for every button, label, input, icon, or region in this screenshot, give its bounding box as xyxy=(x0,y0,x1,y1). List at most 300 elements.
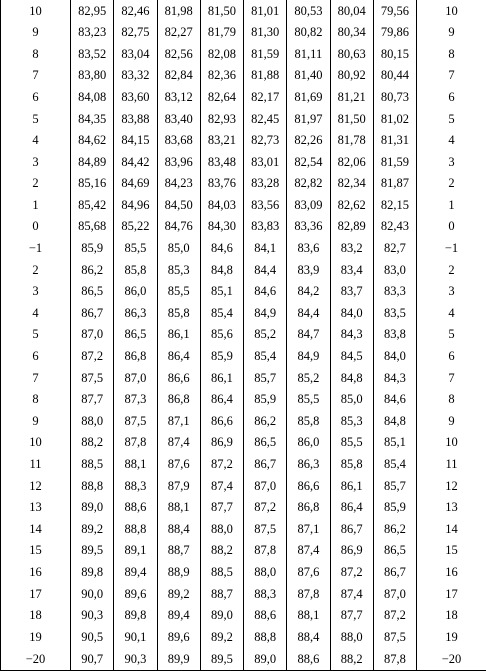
table-cell: 86,3 xyxy=(287,453,330,475)
table-cell: 85,7 xyxy=(373,475,416,497)
table-cell: 86,0 xyxy=(287,432,330,454)
table-row xyxy=(1,389,486,411)
table-cell: 85,4 xyxy=(244,346,287,368)
table-cell: 84,8 xyxy=(330,367,373,389)
row-label-left: 5 xyxy=(1,324,71,346)
table-cell: 85,16 xyxy=(71,173,114,195)
table-cell: 84,76 xyxy=(157,216,200,238)
table-cell: 80,53 xyxy=(287,0,330,22)
table-cell: 88,2 xyxy=(200,540,243,562)
row-label-right: 1 xyxy=(417,194,486,216)
table-cell: 80,92 xyxy=(330,65,373,87)
table-cell: 80,63 xyxy=(330,43,373,65)
row-label-right: 12 xyxy=(417,475,486,497)
table-cell: 82,26 xyxy=(287,130,330,152)
row-label-left: 8 xyxy=(1,43,71,65)
row-label-left: 10 xyxy=(1,0,71,22)
row-label-right: 2 xyxy=(417,173,486,195)
table-cell: 83,28 xyxy=(244,173,287,195)
row-label-right: −20 xyxy=(417,648,486,671)
table-cell: 84,9 xyxy=(244,302,287,324)
row-label-right: 8 xyxy=(417,389,486,411)
row-label-right: 16 xyxy=(417,561,486,583)
row-label-right: 2 xyxy=(417,259,486,281)
table-cell: 87,0 xyxy=(244,475,287,497)
table-cell: 82,36 xyxy=(200,65,243,87)
row-label-left: 18 xyxy=(1,605,71,627)
table-row xyxy=(1,281,486,303)
table-cell: 89,2 xyxy=(71,518,114,540)
row-label-right: 4 xyxy=(417,302,486,324)
table-cell: 85,9 xyxy=(373,497,416,519)
table-cell: 85,8 xyxy=(330,453,373,475)
table-cell: 87,7 xyxy=(71,389,114,411)
table-cell: 81,59 xyxy=(373,151,416,173)
table-cell: 84,15 xyxy=(114,130,157,152)
row-label-right: 6 xyxy=(417,346,486,368)
table-cell: 85,8 xyxy=(114,259,157,281)
row-label-left: 19 xyxy=(1,626,71,648)
row-label-left: 1 xyxy=(1,194,71,216)
table-cell: 83,21 xyxy=(200,130,243,152)
table-body xyxy=(1,0,486,671)
table-cell: 89,0 xyxy=(71,497,114,519)
table-cell: 86,1 xyxy=(157,324,200,346)
table-cell: 86,2 xyxy=(71,259,114,281)
table-cell: 87,7 xyxy=(200,497,243,519)
table-row xyxy=(1,324,486,346)
table-cell: 87,9 xyxy=(157,475,200,497)
table-cell: 86,7 xyxy=(330,518,373,540)
table-cell: 84,1 xyxy=(244,238,287,260)
row-label-left: 7 xyxy=(1,65,71,87)
table-cell: 84,0 xyxy=(373,346,416,368)
row-label-left: 5 xyxy=(1,108,71,130)
table-cell: 82,17 xyxy=(244,86,287,108)
table-cell: 83,5 xyxy=(373,302,416,324)
table-cell: 82,56 xyxy=(157,43,200,65)
table-cell: 84,96 xyxy=(114,194,157,216)
table-cell: 84,69 xyxy=(114,173,157,195)
table-cell: 82,45 xyxy=(244,108,287,130)
row-label-left: 9 xyxy=(1,22,71,44)
table-cell: 86,7 xyxy=(373,561,416,583)
row-label-left: −1 xyxy=(1,238,71,260)
table-row xyxy=(1,540,486,562)
table-cell: 86,1 xyxy=(330,475,373,497)
table-cell: 88,2 xyxy=(330,648,373,671)
table-cell: 82,7 xyxy=(373,238,416,260)
row-label-right: −1 xyxy=(417,238,486,260)
table-cell: 84,6 xyxy=(244,281,287,303)
table-cell: 85,0 xyxy=(330,389,373,411)
table-cell: 84,30 xyxy=(200,216,243,238)
table-row xyxy=(1,108,486,130)
table-row xyxy=(1,346,486,368)
row-label-right: 19 xyxy=(417,626,486,648)
table-cell: 88,7 xyxy=(157,540,200,562)
table-cell: 86,8 xyxy=(114,346,157,368)
table-cell: 87,6 xyxy=(287,561,330,583)
table-cell: 86,6 xyxy=(200,410,243,432)
table-cell: 87,2 xyxy=(244,497,287,519)
row-label-left: 16 xyxy=(1,561,71,583)
table-cell: 84,3 xyxy=(330,324,373,346)
table-cell: 86,4 xyxy=(157,346,200,368)
table-cell: 88,9 xyxy=(157,561,200,583)
table-cell: 84,08 xyxy=(71,86,114,108)
table-cell: 87,5 xyxy=(373,626,416,648)
table-cell: 82,43 xyxy=(373,216,416,238)
table-cell: 89,6 xyxy=(157,626,200,648)
row-label-right: 15 xyxy=(417,540,486,562)
table-cell: 83,36 xyxy=(287,216,330,238)
table-cell: 82,64 xyxy=(200,86,243,108)
table-cell: 84,8 xyxy=(200,259,243,281)
table-cell: 82,82 xyxy=(287,173,330,195)
table-cell: 84,4 xyxy=(244,259,287,281)
table-cell: 85,22 xyxy=(114,216,157,238)
table-cell: 86,9 xyxy=(330,540,373,562)
table-cell: 89,4 xyxy=(157,605,200,627)
table-cell: 85,9 xyxy=(200,346,243,368)
table-cell: 88,0 xyxy=(330,626,373,648)
table-cell: 88,3 xyxy=(244,583,287,605)
table-cell: 86,9 xyxy=(200,432,243,454)
table-cell: 82,95 xyxy=(71,0,114,22)
row-label-right: 10 xyxy=(417,0,486,22)
table-cell: 80,44 xyxy=(373,65,416,87)
table-cell: 84,0 xyxy=(330,302,373,324)
table-cell: 83,8 xyxy=(373,324,416,346)
table-row xyxy=(1,605,486,627)
table-cell: 81,50 xyxy=(200,0,243,22)
table-cell: 85,9 xyxy=(71,238,114,260)
table-cell: 86,6 xyxy=(157,367,200,389)
table-cell: 81,87 xyxy=(373,173,416,195)
table-cell: 87,8 xyxy=(287,583,330,605)
table-cell: 82,06 xyxy=(330,151,373,173)
table-cell: 82,46 xyxy=(114,0,157,22)
table-cell: 90,1 xyxy=(114,626,157,648)
table-cell: 81,31 xyxy=(373,130,416,152)
table-row xyxy=(1,22,486,44)
table-row xyxy=(1,173,486,195)
table-cell: 84,9 xyxy=(287,346,330,368)
table-cell: 86,7 xyxy=(244,453,287,475)
table-cell: 86,5 xyxy=(71,281,114,303)
row-label-left: 12 xyxy=(1,475,71,497)
table-cell: 85,42 xyxy=(71,194,114,216)
table-cell: 83,12 xyxy=(157,86,200,108)
table-cell: 86,4 xyxy=(330,497,373,519)
table-cell: 89,5 xyxy=(200,648,243,671)
row-label-right: 5 xyxy=(417,324,486,346)
table-cell: 87,2 xyxy=(330,561,373,583)
table-row xyxy=(1,238,486,260)
table-cell: 86,7 xyxy=(71,302,114,324)
table-row xyxy=(1,432,486,454)
table-cell: 84,50 xyxy=(157,194,200,216)
table-cell: 89,0 xyxy=(200,605,243,627)
table-cell: 83,0 xyxy=(373,259,416,281)
table-cell: 83,01 xyxy=(244,151,287,173)
table-cell: 79,86 xyxy=(373,22,416,44)
table-cell: 88,0 xyxy=(71,410,114,432)
table-cell: 81,59 xyxy=(244,43,287,65)
table-row xyxy=(1,626,486,648)
table-cell: 86,3 xyxy=(114,302,157,324)
table-cell: 90,7 xyxy=(71,648,114,671)
table-cell: 85,0 xyxy=(157,238,200,260)
table-cell: 84,2 xyxy=(287,281,330,303)
row-label-left: 4 xyxy=(1,302,71,324)
table-cell: 87,0 xyxy=(71,324,114,346)
table-row xyxy=(1,43,486,65)
table-cell: 83,48 xyxy=(200,151,243,173)
table-cell: 80,34 xyxy=(330,22,373,44)
table-cell: 82,27 xyxy=(157,22,200,44)
table-cell: 88,6 xyxy=(114,497,157,519)
table-cell: 85,3 xyxy=(157,259,200,281)
table-cell: 86,0 xyxy=(114,281,157,303)
row-label-left: 15 xyxy=(1,540,71,562)
row-label-right: 7 xyxy=(417,367,486,389)
row-label-right: 10 xyxy=(417,432,486,454)
table-cell: 90,3 xyxy=(71,605,114,627)
table-row xyxy=(1,302,486,324)
table-row xyxy=(1,453,486,475)
table-row xyxy=(1,497,486,519)
table-cell: 87,2 xyxy=(200,453,243,475)
table-cell: 88,8 xyxy=(71,475,114,497)
row-label-left: 9 xyxy=(1,410,71,432)
table-cell: 87,8 xyxy=(244,540,287,562)
table-cell: 88,6 xyxy=(287,648,330,671)
table-cell: 82,84 xyxy=(157,65,200,87)
table-cell: 87,4 xyxy=(287,540,330,562)
table-cell: 87,8 xyxy=(114,432,157,454)
row-label-left: 6 xyxy=(1,346,71,368)
row-label-left: 4 xyxy=(1,130,71,152)
table-cell: 85,1 xyxy=(373,432,416,454)
table-cell: 87,5 xyxy=(114,410,157,432)
row-label-left: 8 xyxy=(1,389,71,411)
table-cell: 81,02 xyxy=(373,108,416,130)
table-cell: 87,1 xyxy=(157,410,200,432)
table-cell: 80,04 xyxy=(330,0,373,22)
table-cell: 83,32 xyxy=(114,65,157,87)
row-label-right: 3 xyxy=(417,281,486,303)
table-cell: 87,2 xyxy=(373,605,416,627)
table-cell: 81,01 xyxy=(244,0,287,22)
table-cell: 90,0 xyxy=(71,583,114,605)
table-cell: 89,2 xyxy=(200,626,243,648)
table-cell: 88,5 xyxy=(200,561,243,583)
table-cell: 86,5 xyxy=(244,432,287,454)
table-cell: 88,0 xyxy=(200,518,243,540)
table-cell: 85,68 xyxy=(71,216,114,238)
table-cell: 83,83 xyxy=(244,216,287,238)
table-cell: 88,1 xyxy=(114,453,157,475)
table-cell: 84,6 xyxy=(200,238,243,260)
row-label-right: 7 xyxy=(417,65,486,87)
table-cell: 82,89 xyxy=(330,216,373,238)
row-label-right: 8 xyxy=(417,43,486,65)
table-cell: 87,6 xyxy=(157,453,200,475)
table-cell: 89,6 xyxy=(114,583,157,605)
table-cell: 84,8 xyxy=(373,410,416,432)
table-cell: 83,09 xyxy=(287,194,330,216)
row-label-left: 0 xyxy=(1,216,71,238)
table-row xyxy=(1,216,486,238)
row-label-left: 3 xyxy=(1,151,71,173)
table-cell: 81,50 xyxy=(330,108,373,130)
table-cell: 85,4 xyxy=(200,302,243,324)
table-cell: 88,1 xyxy=(157,497,200,519)
row-label-left: 13 xyxy=(1,497,71,519)
table-cell: 83,04 xyxy=(114,43,157,65)
table-cell: 86,5 xyxy=(114,324,157,346)
table-cell: 84,5 xyxy=(330,346,373,368)
row-label-right: 9 xyxy=(417,410,486,432)
table-cell: 89,9 xyxy=(157,648,200,671)
row-label-right: 6 xyxy=(417,86,486,108)
table-cell: 83,76 xyxy=(200,173,243,195)
table-cell: 86,5 xyxy=(373,540,416,562)
table-cell: 85,3 xyxy=(330,410,373,432)
table-cell: 84,4 xyxy=(287,302,330,324)
table-row xyxy=(1,583,486,605)
table-cell: 82,73 xyxy=(244,130,287,152)
table-row xyxy=(1,86,486,108)
row-label-left: 14 xyxy=(1,518,71,540)
table-row xyxy=(1,130,486,152)
table-cell: 89,8 xyxy=(71,561,114,583)
row-label-right: 18 xyxy=(417,605,486,627)
table-cell: 83,6 xyxy=(287,238,330,260)
row-label-left: 2 xyxy=(1,259,71,281)
table-cell: 81,79 xyxy=(200,22,243,44)
table-cell: 89,4 xyxy=(114,561,157,583)
row-label-right: 3 xyxy=(417,151,486,173)
row-label-left: 10 xyxy=(1,432,71,454)
row-label-right: 13 xyxy=(417,497,486,519)
table-row xyxy=(1,0,486,22)
table-cell: 81,98 xyxy=(157,0,200,22)
table-cell: 87,4 xyxy=(157,432,200,454)
table-cell: 85,7 xyxy=(244,367,287,389)
table-cell: 79,56 xyxy=(373,0,416,22)
row-label-right: 9 xyxy=(417,22,486,44)
row-label-left: 11 xyxy=(1,453,71,475)
table-cell: 87,2 xyxy=(71,346,114,368)
table-cell: 80,15 xyxy=(373,43,416,65)
table-cell: 85,5 xyxy=(287,389,330,411)
table-cell: 85,5 xyxy=(157,281,200,303)
table-cell: 88,2 xyxy=(71,432,114,454)
table-cell: 84,35 xyxy=(71,108,114,130)
table-cell: 88,1 xyxy=(287,605,330,627)
table-cell: 85,5 xyxy=(114,238,157,260)
table-cell: 84,62 xyxy=(71,130,114,152)
table-cell: 88,4 xyxy=(287,626,330,648)
table-row xyxy=(1,65,486,87)
table-cell: 82,08 xyxy=(200,43,243,65)
table-cell: 83,9 xyxy=(287,259,330,281)
table-cell: 86,2 xyxy=(244,410,287,432)
table-cell: 81,78 xyxy=(330,130,373,152)
row-label-left: 2 xyxy=(1,173,71,195)
table-cell: 86,8 xyxy=(157,389,200,411)
table-cell: 86,4 xyxy=(200,389,243,411)
table-cell: 84,03 xyxy=(200,194,243,216)
table-cell: 87,4 xyxy=(200,475,243,497)
row-label-right: 5 xyxy=(417,108,486,130)
row-label-right: 11 xyxy=(417,453,486,475)
table-cell: 85,2 xyxy=(244,324,287,346)
table-cell: 85,4 xyxy=(373,453,416,475)
table-cell: 89,1 xyxy=(114,540,157,562)
table-cell: 83,7 xyxy=(330,281,373,303)
table-cell: 85,2 xyxy=(287,367,330,389)
table-cell: 87,4 xyxy=(330,583,373,605)
table-cell: 83,40 xyxy=(157,108,200,130)
table-cell: 84,7 xyxy=(287,324,330,346)
table-cell: 81,40 xyxy=(287,65,330,87)
table-cell: 86,6 xyxy=(287,475,330,497)
table-cell: 83,68 xyxy=(157,130,200,152)
table-cell: 85,5 xyxy=(330,432,373,454)
table-row xyxy=(1,194,486,216)
table-cell: 82,54 xyxy=(287,151,330,173)
table-cell: 83,23 xyxy=(71,22,114,44)
table-cell: 84,6 xyxy=(373,389,416,411)
table-cell: 86,2 xyxy=(373,518,416,540)
table-cell: 84,42 xyxy=(114,151,157,173)
table-cell: 83,2 xyxy=(330,238,373,260)
table-cell: 88,6 xyxy=(244,605,287,627)
table-cell: 81,88 xyxy=(244,65,287,87)
row-label-right: 0 xyxy=(417,216,486,238)
table-cell: 81,69 xyxy=(287,86,330,108)
table-row xyxy=(1,561,486,583)
row-label-left: 17 xyxy=(1,583,71,605)
table-cell: 85,8 xyxy=(287,410,330,432)
table-cell: 88,8 xyxy=(114,518,157,540)
table-row xyxy=(1,410,486,432)
table-cell: 83,4 xyxy=(330,259,373,281)
table-cell: 85,1 xyxy=(200,281,243,303)
table-cell: 87,0 xyxy=(373,583,416,605)
table-row xyxy=(1,648,486,671)
table-cell: 86,8 xyxy=(287,497,330,519)
table-cell: 87,1 xyxy=(287,518,330,540)
table-cell: 81,97 xyxy=(287,108,330,130)
table-cell: 87,8 xyxy=(373,648,416,671)
table-cell: 90,3 xyxy=(114,648,157,671)
table-cell: 87,3 xyxy=(114,389,157,411)
table-cell: 87,5 xyxy=(244,518,287,540)
table-cell: 84,23 xyxy=(157,173,200,195)
table-cell: 88,8 xyxy=(244,626,287,648)
table-cell: 89,5 xyxy=(71,540,114,562)
table-cell: 84,89 xyxy=(71,151,114,173)
table-cell: 85,8 xyxy=(157,302,200,324)
table-cell: 89,8 xyxy=(114,605,157,627)
table-cell: 88,5 xyxy=(71,453,114,475)
table-cell: 83,3 xyxy=(373,281,416,303)
